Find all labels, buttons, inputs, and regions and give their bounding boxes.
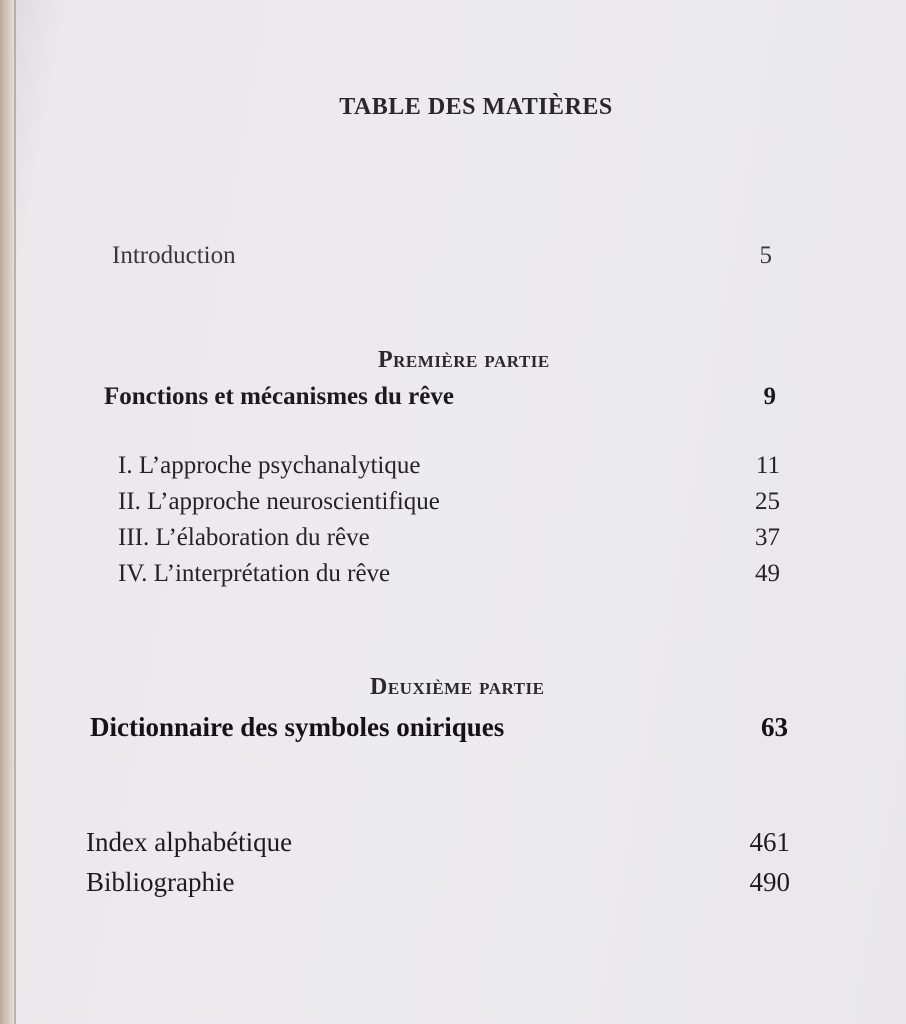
back-matter-page: 490 (749, 867, 790, 897)
chapter-page: 25 (755, 488, 780, 515)
book-binding-shadow (0, 0, 14, 1024)
chapter-label: IV. L’interprétation du rêve (118, 560, 391, 587)
back-matter-page: 461 (749, 827, 790, 857)
toc-title: TABLE DES MATIÈRES (339, 94, 613, 120)
part-2-page: 63 (761, 712, 788, 742)
chapter-entry (118, 488, 780, 524)
chapter-label: I. L’approche psychanalytique (118, 452, 421, 479)
chapter-label: II. L’approche neuroscientifique (118, 488, 440, 515)
back-matter-label: Bibliographie (86, 867, 235, 897)
chapter-page: 11 (755, 452, 780, 479)
chapter-entry (118, 524, 780, 560)
chapter-page: 37 (755, 524, 780, 551)
chapter-entry (118, 560, 780, 596)
chapter-label: III. L’élaboration du rêve (118, 524, 370, 551)
part-1-page: 9 (763, 383, 776, 410)
chapter-page: 49 (755, 560, 780, 587)
part-2-title-entry (90, 712, 788, 743)
back-matter-label: Index alphabétique (86, 827, 293, 857)
toc-entry-label: Introduction (112, 242, 236, 269)
part-1-title: Fonctions et mécanismes du rêve (104, 383, 454, 410)
book-binding-edge (14, 0, 16, 1024)
back-matter-entry-bibliography (86, 867, 790, 907)
back-matter-entry-index (86, 827, 790, 867)
part-1-chapter-list (118, 452, 780, 596)
part-2-title: Dictionnaire des symboles oniriques (90, 712, 505, 742)
part-1-heading: Première partie (378, 347, 550, 373)
part-1-title-entry (104, 383, 776, 411)
part-2-heading: Deuxième partie (370, 674, 545, 700)
back-matter-list (86, 827, 790, 907)
toc-entry-page: 5 (759, 242, 772, 269)
chapter-entry (118, 452, 780, 488)
toc-entry-introduction (112, 242, 772, 270)
